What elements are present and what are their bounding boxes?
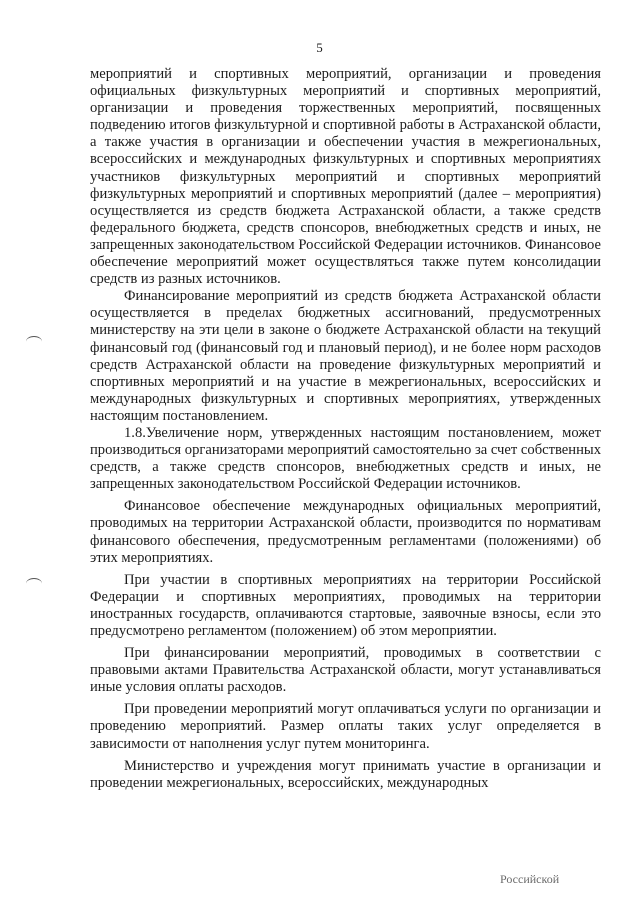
paragraph: Министерство и учреждения могут принимать участие в организации и проведении межрегиональных, всероссийских, международных (90, 757, 601, 791)
paragraph: Финансирование мероприятий из средств бюджета Астраханской области осуществляется в пределах бюджетных ассигнований, предусмотренных министерству на эти цели в законе о бюджете Астраханской области на текущий финансовый год (финансовый год и плановый период), и не более норм расходов средств Астраханской области на проведение физкультурных мероприятий и спортивных мероприятий и на участие в межрегиональных, всероссийских и международных физкультурных и спортивных мероприятиях, утвержденных настоящим постановлением. (90, 288, 601, 424)
paragraph: При проведении мероприятий могут оплачиваться услуги по организации и проведению мероприятий. Размер оплаты таких услуг определяется в зависимости от наполнения услуг путем мониторинга. (90, 701, 601, 752)
paragraph: При финансировании мероприятий, проводимых в соответствии с правовыми актами Правительства Астраханской области, могут устанавливаться иные условия оплаты расходов. (90, 645, 601, 696)
paragraph: мероприятий и спортивных мероприятий, организации и проведения официальных физкультурных мероприятий и спортивных мероприятий, организации и проведения торжественных мероприятий, посвященных подведению итогов физкультурной и спортивной работы в Астраханской области, а также участия в организации и обеспечении участия в межрегиональных, всероссийских и международных физкультурных и спортивных мероприятиях участников физкультурных мероприятий и спортивных мероприятий физкультурных мероприятий и спортивных мероприятий (далее – мероприятия) осуществляется из средств бюджета Астраханской области, а также средств федерального бюджета, средств спонсоров, внебюджетных средств и иных, не запрещенных законодательством Российской Федерации источников. Финансовое обеспечение мероприятий может осуществляться также путем консолидации средств из разных источников. (90, 66, 601, 288)
document-body (90, 66, 601, 792)
paragraph: При участии в спортивных мероприятиях на территории Российской Федерации и спортивных мероприятиях, проводимых на территории иностранных государств, оплачиваются стартовые, заявочные взносы, если это предусмотрено регламентом (положением) об этом мероприятии. (90, 571, 601, 639)
page-number: 5 (316, 40, 323, 55)
bottom-stamp-text: Российской (500, 872, 560, 886)
margin-mark (26, 578, 42, 589)
margin-mark (26, 336, 42, 347)
paragraph: 1.8.Увеличение норм, утвержденных настоящим постановлением, может производиться организаторами мероприятий самостоятельно за счет собственных средств, а также средств спонсоров, внебюджетных средств и иных, не запрещенных законодательством Российской Федерации источников. (90, 424, 601, 493)
paragraph: Финансовое обеспечение международных официальных мероприятий, проводимых на территории Астраханской области, производится по нормативам финансового обеспечения, предусмотренным регламентами (положениями) об этих мероприятиях. (90, 498, 601, 566)
